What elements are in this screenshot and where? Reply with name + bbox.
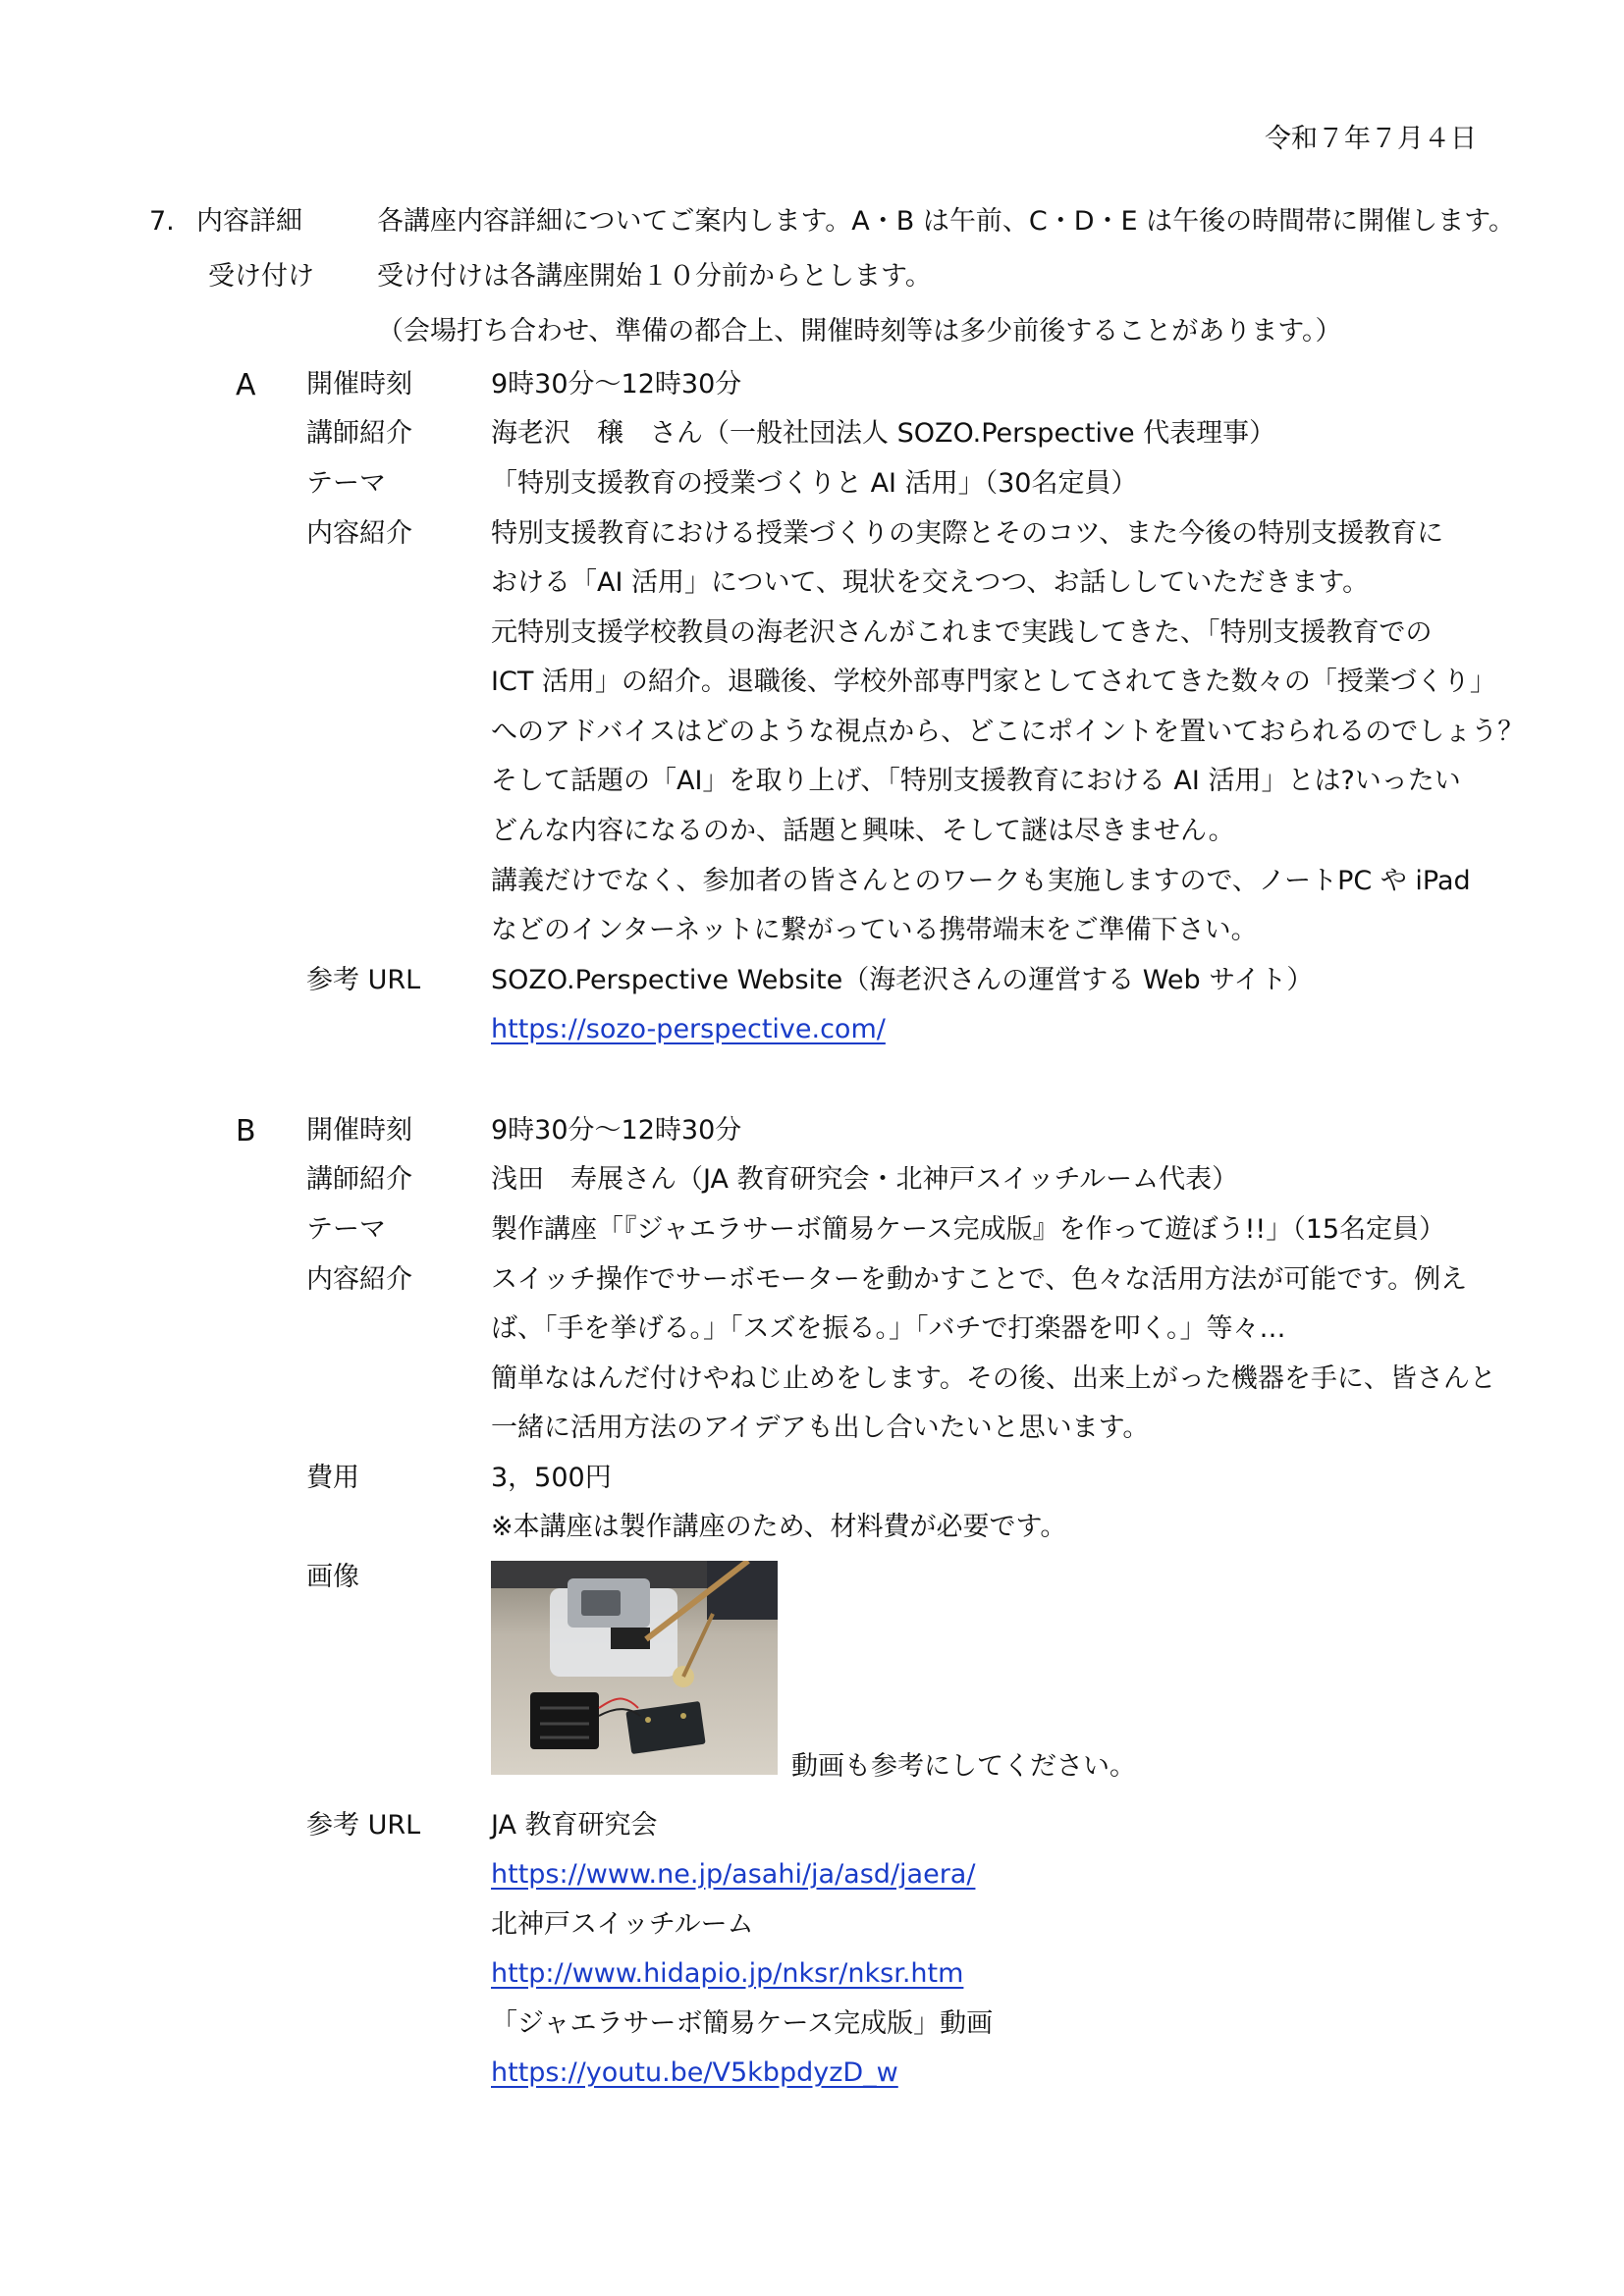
section-a-theme-label: テーマ — [306, 468, 386, 499]
section-b-cost-label: 費用 — [306, 1463, 359, 1493]
section-b-content-line: ば、「手を挙げる。」「スズを振る。」「バチで打楽器を叩く。」等々… — [491, 1313, 1286, 1344]
item-number: 7. — [149, 206, 175, 237]
section-b-lecturer-label: 講師紹介 — [306, 1164, 412, 1195]
section-a-ref-title: SOZO.Perspective Website（海老沢さんの運営する Web サイト） — [491, 965, 1314, 995]
ref-title-video: 「ジャエラサーボ簡易ケース完成版」動画 — [491, 2008, 994, 2039]
section-b-content-label: 内容紹介 — [306, 1264, 412, 1295]
youtube-video-link[interactable]: https://youtu.be/V5kbpdyzD_w — [491, 2057, 898, 2088]
section-b-url-label: 参考 URL — [306, 1810, 421, 1841]
section-a-content-line: ICT 活用」の紹介。退職後、学校外部専門家としてされてきた数々の「授業づくり」 — [491, 667, 1496, 697]
section-a-content-line: おける「AI 活用」について、現状を交えつつ、お話ししていただきます。 — [491, 567, 1370, 598]
reception-label: 受け付け — [208, 261, 314, 292]
section-a-content-line: どんな内容になるのか、話題と興味、そして謎は尽きません。 — [491, 816, 1235, 846]
section-b-content-line: 一緒に活用方法のアイデアも出し合いたいと思います。 — [491, 1413, 1150, 1443]
section-b-image-label: 画像 — [306, 1562, 359, 1592]
section-b-image-caption: 動画も参考にしてください。 — [791, 1751, 1136, 1782]
section-a-theme: 「特別支援教育の授業づくりと AI 活用」（30名定員） — [491, 468, 1138, 499]
section-a-content-line: 講義だけでなく、参加者の皆さんとのワークも実施しますので、ノートPC や iPad — [491, 866, 1471, 896]
section-a-content-line: 特別支援教育における授業づくりの実際とそのコツ、また今後の特別支援教育に — [491, 518, 1444, 549]
section-a-letter: A — [236, 368, 256, 402]
section-b-theme: 製作講座「『ジャエラサーボ簡易ケース完成版』を作って遊ぼう!!」（15名定員） — [491, 1214, 1446, 1245]
ref-title-ja-kenkyukai: JA 教育研究会 — [491, 1810, 658, 1841]
section-a-content-line: へのアドバイスはどのような視点から、どこにポイントを置いておられるのでしょう？ — [491, 717, 1525, 747]
item-label: 内容詳細 — [196, 206, 302, 237]
section-a-url-label: 参考 URL — [306, 965, 421, 995]
schedule-note: （会場打ち合わせ、準備の都合上、開催時刻等は多少前後することがあります。） — [377, 316, 1342, 347]
servo-case-photo — [491, 1561, 778, 1775]
section-b-letter: B — [236, 1114, 256, 1148]
section-b-content-line: 簡単なはんだ付けやねじ止めをします。その後、出来上がった機器を手に、皆さんと — [491, 1363, 1496, 1394]
section-a-lecturer-label: 講師紹介 — [306, 418, 412, 449]
section-b-content-line: スイッチ操作でサーボモーターを動かすことで、色々な活用方法が可能です。例え — [491, 1264, 1468, 1295]
section-b-time: 9時30分～12時30分 — [491, 1115, 742, 1146]
ja-kenkyukai-link[interactable]: https://www.ne.jp/asahi/ja/asd/jaera/ — [491, 1859, 976, 1890]
sozo-perspective-link[interactable]: https://sozo-perspective.com/ — [491, 1014, 886, 1044]
section-a-time-label: 開催時刻 — [306, 369, 412, 400]
section-b-theme-label: テーマ — [306, 1214, 386, 1245]
section-a-content-label: 内容紹介 — [306, 518, 412, 549]
document-date: 令和７年７月４日 — [1265, 124, 1477, 154]
ref-title-switch-room: 北神戸スイッチルーム — [491, 1909, 754, 1940]
section-b-cost: 3，500円 — [491, 1463, 612, 1493]
section-a-time: 9時30分～12時30分 — [491, 369, 742, 400]
intro-text: 各講座内容詳細についてご案内します。A・B は午前、C・D・E は午後の時間帯に開催します。 — [377, 206, 1515, 237]
section-a-content-line: そして話題の「AI」を取り上げ、「特別支援教育における AI 活用」とは?いったい — [491, 766, 1461, 796]
section-a-lecturer: 海老沢 穣 さん（一般社団法人 SOZO.Perspective 代表理事） — [491, 418, 1276, 449]
reception-text: 受け付けは各講座開始１０分前からとします。 — [377, 261, 932, 292]
section-a-content-line: などのインターネットに繋がっている携帯端末をご準備下さい。 — [491, 915, 1258, 945]
switch-room-link[interactable]: http://www.hidapio.jp/nksr/nksr.htm — [491, 1958, 964, 1989]
section-b-lecturer: 浅田 寿展さん（JA 教育研究会・北神戸スイッチルーム代表） — [491, 1164, 1239, 1195]
section-b-time-label: 開催時刻 — [306, 1115, 412, 1146]
servo-case-photo-drawing — [491, 1561, 778, 1775]
section-a-content-line: 元特別支援学校教員の海老沢さんがこれまで実践してきた、「特別支援教育での — [491, 617, 1433, 648]
section-b-cost-note: ※本講座は製作講座のため、材料費が必要です。 — [491, 1512, 1067, 1542]
